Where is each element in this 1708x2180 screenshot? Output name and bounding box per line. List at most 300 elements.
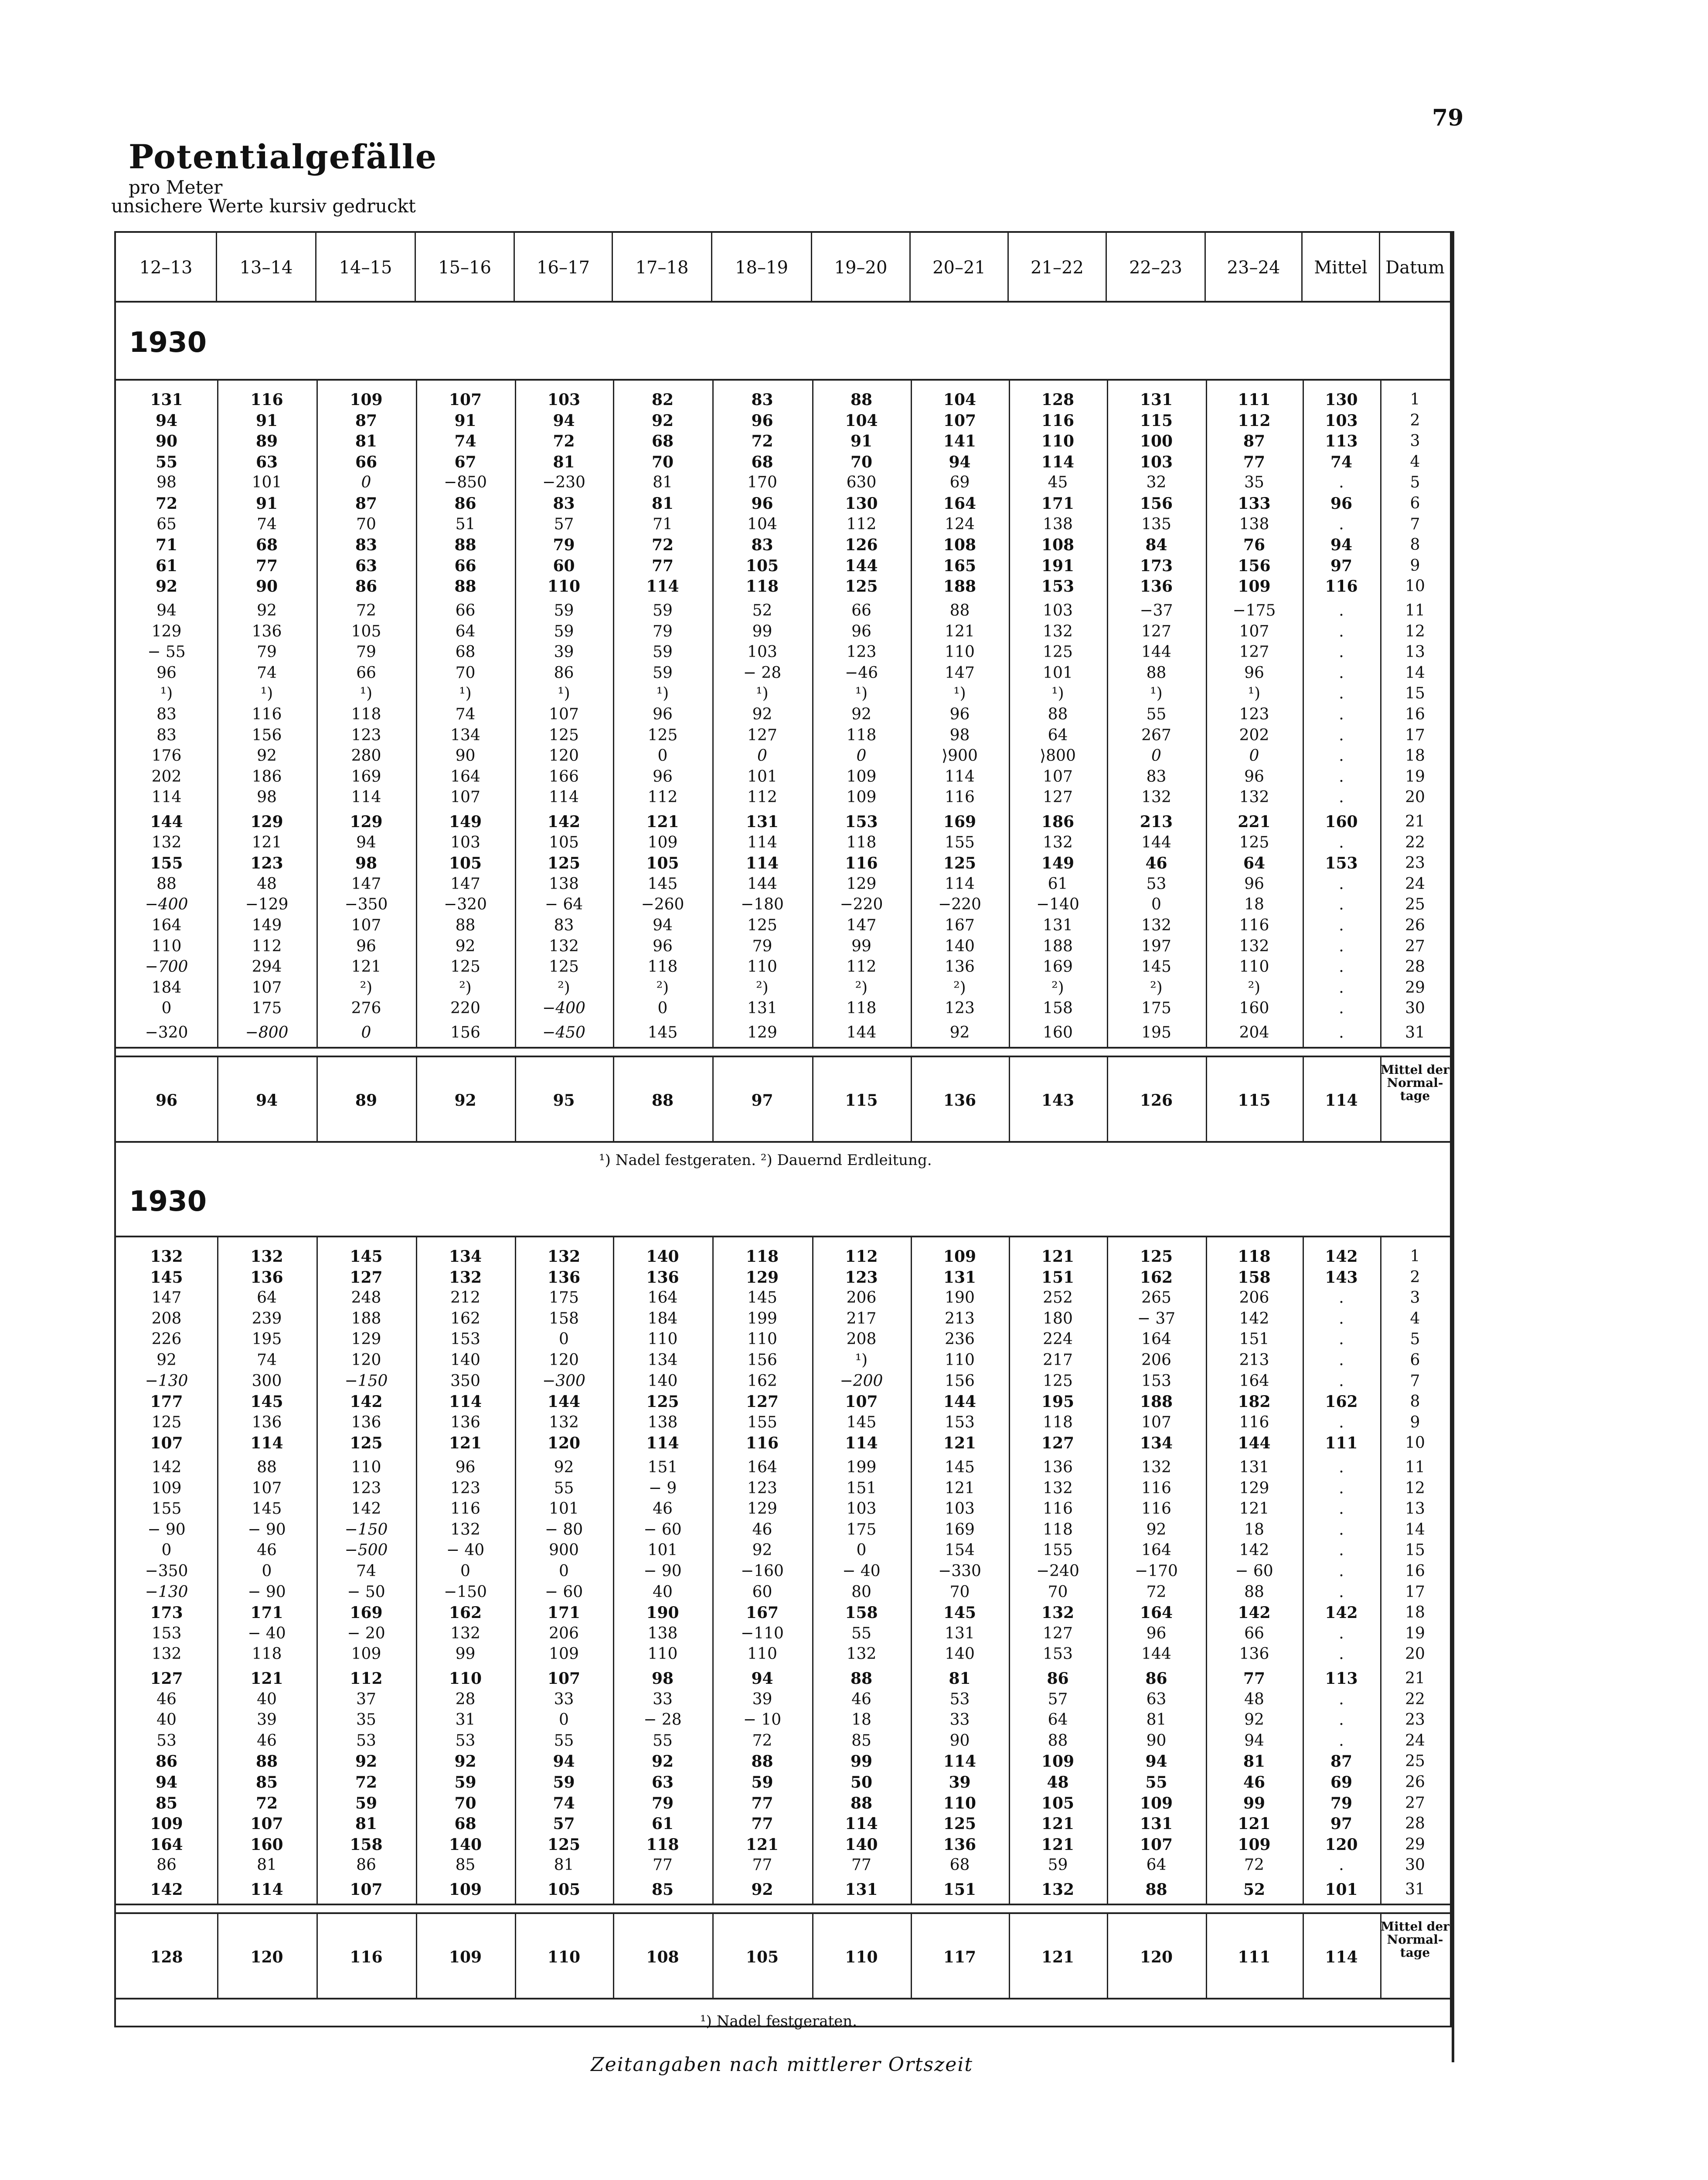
date-cell: 10 [1405,577,1425,596]
date-cell: 8 [1410,1393,1420,1411]
table-cell: 55 [1145,1773,1167,1792]
table-cell: 90 [255,577,278,596]
table-cell: 77 [1243,1669,1266,1688]
table-cell: 116 [845,854,878,873]
table-cell: 153 [1041,577,1075,596]
mean-row [116,1056,1450,1143]
date-cell: 30 [1405,999,1425,1018]
table-cell: 127 [1239,643,1269,661]
table-cell: 164 [150,1835,183,1854]
table-cell: 149 [1041,854,1075,873]
table-cell: 162 [1325,1393,1358,1411]
table-cell: 100 [1140,432,1173,451]
table-cell: 125 [845,577,878,596]
table-cell: 114 [945,767,975,786]
table-cell: 114 [745,854,779,873]
table-cell: 118 [745,1247,779,1266]
table-cell: 64 [1146,1856,1167,1874]
table-cell: 88 [257,1458,277,1476]
mean-cell: 120 [1140,1948,1173,1966]
table-cell: 171 [1041,494,1075,513]
table-cell: 68 [255,536,278,555]
table-row [116,874,1450,895]
table-cell: . [1339,1624,1344,1642]
column-header-row [116,233,1450,303]
table-cell: 121 [945,622,975,640]
table-cell: 156 [1140,494,1173,513]
table-cell: 294 [252,958,282,976]
table-cell: 144 [547,1393,581,1411]
date-cell: 3 [1410,1289,1420,1307]
table-cell: . [1339,999,1344,1018]
table-cell: 0 [361,1024,371,1042]
mean-cell: 95 [553,1091,575,1110]
table-cell: 94 [751,1669,773,1688]
table-cell: 158 [549,1309,579,1328]
table-cell: 103 [945,1500,975,1518]
table-row [116,853,1450,874]
table-cell: 132 [1043,1479,1073,1497]
table-cell: 118 [252,1645,282,1663]
table-cell: 92 [157,1351,177,1369]
table-cell: 142 [1239,1541,1269,1560]
table-cell: 83 [554,916,574,934]
table-cell: 164 [1141,1541,1171,1560]
table-cell: 164 [943,494,976,513]
table-cell: 87 [355,494,378,513]
table-row [116,1371,1450,1392]
table-cell: 125 [547,854,581,873]
table-cell: 116 [252,705,282,723]
table-cell: 145 [350,1247,383,1266]
table-cell: 120 [549,747,579,765]
table-cell: 221 [1238,813,1271,831]
table-cell: 33 [653,1690,673,1708]
table-cell: 206 [846,1289,877,1307]
table-cell: 61 [155,556,178,575]
table-cell: 116 [250,391,283,409]
table-cell: 141 [943,432,976,451]
table-cell: 118 [1238,1247,1271,1266]
table-cell: 110 [647,1330,678,1349]
table-cell: 99 [851,937,871,955]
table-cell: 59 [454,1773,476,1792]
table-cell: . [1339,1479,1344,1497]
table-cell: 99 [752,622,772,640]
table-cell: 195 [1041,1393,1075,1411]
date-cell: 12 [1405,1479,1425,1497]
table-cell: 59 [653,602,673,620]
table-cell: 164 [151,916,182,934]
table-cell: 79 [653,622,673,640]
table-cell: ¹) [1150,685,1163,703]
table-row [116,1813,1450,1834]
table-cell: 101 [1043,664,1073,682]
table-cell: 116 [1325,577,1358,596]
table-cell: 206 [1239,1289,1269,1307]
table-cell: − 28 [743,664,782,682]
table-cell: 81 [653,473,673,492]
table-cell: 70 [455,664,476,682]
table-cell: 94 [1330,536,1353,555]
table-cell: 67 [454,453,476,471]
table-cell: 131 [1140,391,1173,409]
table-cell: 111 [1238,391,1271,409]
date-cell: 14 [1405,664,1425,682]
table-cell: . [1339,685,1344,703]
table-cell: 92 [751,1880,773,1899]
table-cell: 98 [257,788,277,807]
table-cell: − 90 [248,1583,286,1601]
table-cell: 110 [747,958,777,976]
table-cell: 53 [455,1731,476,1750]
table-row [116,1689,1450,1710]
table-cell: 103 [846,1500,877,1518]
table-cell: 79 [752,937,772,955]
table-cell: 142 [1325,1247,1358,1266]
table-cell: 94 [653,916,673,934]
mean-cell: 116 [350,1948,383,1966]
mean-cell: 92 [454,1091,476,1110]
table-cell: 103 [1140,453,1173,471]
date-cell: 6 [1410,1351,1420,1369]
table-cell: 162 [747,1372,777,1390]
column-header: 23–24 [1206,233,1303,301]
date-cell: 27 [1405,937,1425,955]
table-cell: 132 [1239,788,1269,807]
table-cell: 129 [747,1024,777,1042]
table-cell: 138 [1043,515,1073,533]
table-cell: 40 [257,1690,277,1708]
table-cell: 53 [356,1731,376,1750]
table-cell: 60 [752,1583,772,1601]
table-cell: 265 [1141,1289,1171,1307]
table-cell: −300 [542,1372,585,1390]
table-cell: 186 [1041,813,1075,831]
table-cell: 96 [1330,494,1353,513]
date-cell: 10 [1405,1434,1425,1452]
table-cell: 77 [653,1856,673,1874]
table-cell: 96 [356,937,376,955]
table-cell: 132 [151,1645,182,1663]
table-cell: 68 [949,1856,970,1874]
table-cell: 88 [157,875,177,893]
table-cell: 138 [1239,515,1269,533]
table-cell: 109 [350,391,383,409]
table-cell: 86 [454,494,476,513]
table-cell: 144 [846,1024,877,1042]
table-cell: 61 [651,1815,674,1833]
table-cell: 132 [1141,916,1171,934]
table-cell: 37 [356,1690,376,1708]
table-cell: 79 [553,536,575,555]
date-cell: 17 [1405,1583,1425,1601]
table-cell: 59 [1048,1856,1068,1874]
table-cell: 59 [653,643,673,661]
table-cell: 195 [252,1330,282,1349]
table-cell: 136 [1140,577,1173,596]
table-cell: 144 [150,813,183,831]
table-cell: 248 [351,1289,381,1307]
table-cell: . [1339,726,1344,744]
table-cell: 99 [1243,1794,1266,1812]
date-cell: 7 [1410,515,1420,533]
table-cell: 153 [151,1624,182,1642]
table-cell: 46 [851,1690,871,1708]
table-cell: −260 [641,896,684,914]
table-cell: 155 [747,1413,777,1431]
table-row [116,472,1450,493]
table-cell: 81 [651,494,674,513]
table-cell: 110 [1239,958,1269,976]
table-cell: 197 [1141,937,1171,955]
table-cell: ¹) [459,685,472,703]
table-cell: 121 [1041,1247,1075,1266]
table-cell: 132 [450,1624,480,1642]
table-cell: − 90 [643,1562,682,1580]
table-cell: 134 [449,1247,482,1266]
table-cell: 118 [647,958,678,976]
table-cell: 70 [651,453,674,471]
date-cell: 15 [1405,1541,1425,1560]
table-cell: 151 [1239,1330,1269,1349]
table-cell: 59 [355,1794,378,1812]
table-cell: 96 [653,767,673,786]
table-cell: 59 [554,622,574,640]
table-cell: 176 [151,747,182,765]
table-cell: 220 [450,999,480,1018]
table-cell: 63 [651,1773,674,1792]
table-cell: − 20 [347,1624,385,1642]
table-cell: 188 [351,1309,381,1328]
table-cell: 48 [1244,1690,1264,1708]
date-cell: 30 [1405,1856,1425,1874]
table-cell: 145 [1141,958,1171,976]
table-cell: 202 [1239,726,1269,744]
table-cell: 35 [356,1711,376,1729]
table-cell: 156 [945,1372,975,1390]
date-cell: 22 [1405,833,1425,852]
table-cell: 92 [651,411,674,430]
table-cell: 155 [150,854,183,873]
date-cell: 18 [1405,747,1425,765]
table-cell: −320 [145,1024,188,1042]
table-cell: 70 [850,453,873,471]
table-cell: −850 [444,473,487,492]
table-cell: 190 [945,1289,975,1307]
table-cell: 155 [1043,1541,1073,1560]
table-cell: − 9 [648,1479,677,1497]
table-cell: . [1339,978,1344,997]
mean-cell: 108 [646,1948,679,1966]
table-cell: 115 [1140,411,1173,430]
table-cell: 71 [155,536,178,555]
table-cell: 109 [1238,577,1271,596]
table-cell: 74 [257,1351,277,1369]
table-cell: 143 [1325,1268,1358,1287]
table-cell: 101 [747,767,777,786]
table-cell: 140 [450,1351,480,1369]
table-cell: 130 [1325,391,1358,409]
table-cell: 77 [1243,453,1266,471]
table-cell: 300 [252,1372,282,1390]
footnote: ¹) Nadel festgeraten. [700,2012,857,2030]
date-cell: 13 [1405,1500,1425,1518]
table-row [116,1457,1450,1478]
table-cell: 110 [647,1645,678,1663]
table-cell: 123 [351,726,381,744]
table-cell: 136 [450,1413,480,1431]
table-cell: 85 [255,1773,278,1792]
table-cell: 90 [1146,1731,1167,1750]
table-cell: 142 [1238,1604,1271,1622]
table-cell: 66 [355,453,378,471]
table-cell: − 40 [842,1562,881,1580]
table-cell: 0 [1151,896,1161,914]
table-cell: 127 [1041,1434,1075,1453]
table-cell: 129 [745,1268,779,1287]
table-cell: −450 [542,1024,585,1042]
table-cell: 131 [943,1268,976,1287]
date-cell: 11 [1405,1458,1425,1476]
date-cell: 29 [1405,1835,1425,1853]
table-cell: 236 [945,1330,975,1349]
table-cell: 92 [1146,1520,1167,1539]
table-cell: 110 [1041,432,1075,451]
date-cell: 24 [1405,1731,1425,1750]
table-row [116,1540,1450,1561]
table-cell: 182 [1238,1393,1271,1411]
table-cell: ¹) [160,685,173,703]
table-cell: 91 [454,411,476,430]
table-cell: 74 [356,1562,376,1580]
year-label: 1930 [129,1185,207,1218]
table-cell: 184 [647,1309,678,1328]
mean-cell: 126 [1140,1091,1173,1110]
table-cell: 96 [851,622,871,640]
table-cell: . [1339,1562,1344,1580]
date-cell: 26 [1405,916,1425,934]
table-cell: 156 [450,1024,480,1042]
table-cell: 121 [945,1479,975,1497]
table-cell: 131 [1043,916,1073,934]
subtitle-note: unsichere Werte kursiv gedruckt [111,195,416,217]
date-cell: 27 [1405,1794,1425,1812]
table-row [116,535,1450,555]
table-cell: 180 [1043,1309,1073,1328]
table-cell: 114 [646,577,679,596]
table-cell: 160 [1239,999,1269,1018]
table-cell: 88 [454,536,476,555]
table-cell: 123 [450,1479,480,1497]
table-cell: 52 [752,602,772,620]
table-cell: 170 [747,473,777,492]
table-cell: 51 [455,515,476,533]
table-row [116,493,1450,514]
mean-cell: 117 [943,1948,976,1966]
table-cell: 48 [1047,1773,1069,1792]
table-cell: 204 [1239,1024,1269,1042]
mean-cell: 120 [250,1948,283,1966]
table-cell: 154 [945,1541,975,1560]
table-cell: 202 [151,767,182,786]
table-row [116,1499,1450,1519]
table-cell: 145 [945,1458,975,1476]
table-row [116,1772,1450,1793]
table-cell: 155 [945,833,975,852]
table-cell: 110 [151,937,182,955]
table-cell: 83 [1146,767,1167,786]
table-cell: − 90 [248,1520,286,1539]
date-cell: 23 [1405,1711,1425,1729]
table-cell: 116 [745,1434,779,1453]
table-cell: 94 [553,1752,575,1771]
table-cell: 59 [653,664,673,682]
table-cell: 105 [449,854,482,873]
table-cell: . [1339,515,1344,533]
table-cell: 92 [949,1024,970,1042]
table-row [116,621,1450,642]
table-cell: − 40 [446,1541,485,1560]
table-cell: 18 [1244,1520,1264,1539]
table-cell: 97 [1330,1815,1353,1833]
table-cell: 121 [449,1434,482,1453]
column-header: 17–18 [613,233,712,301]
table-cell: 131 [1239,1458,1269,1476]
table-cell: 169 [945,1520,975,1539]
table-cell: 132 [151,833,182,852]
table-cell: 110 [351,1458,381,1476]
table-cell: 46 [653,1500,673,1518]
mean-cell: 110 [845,1948,878,1966]
table-row [116,1602,1450,1623]
table-cell: 85 [155,1794,178,1812]
table-cell: 213 [1140,813,1173,831]
table-cell: 0 [657,747,668,765]
table-cell: 120 [351,1351,381,1369]
mean-cell: 111 [1238,1948,1271,1966]
table-cell: 105 [549,833,579,852]
table-cell: . [1339,1711,1344,1729]
table-cell: 50 [850,1773,873,1792]
table-cell: . [1339,705,1344,723]
table-cell: 90 [455,747,476,765]
table-cell: 199 [747,1309,777,1328]
table-cell: − 55 [147,643,186,661]
table-row [116,555,1450,576]
table-cell: 127 [150,1669,183,1688]
table-cell: 144 [747,875,777,893]
table-row [116,746,1450,766]
table-cell: . [1339,1856,1344,1874]
table-cell: 92 [355,1752,378,1771]
table-cell: 107 [1140,1835,1173,1854]
table-cell: 60 [553,556,575,575]
date-cell: 11 [1405,602,1425,620]
page-title: Potentialgefälle [129,137,438,176]
table-cell: 132 [549,937,579,955]
table-cell: 125 [549,958,579,976]
table-cell: 186 [252,767,282,786]
table-cell: 77 [751,1794,773,1812]
table-cell: ¹) [1051,685,1064,703]
table-cell: 135 [1141,515,1171,533]
table-cell: 96 [653,937,673,955]
table-cell: 167 [745,1604,779,1622]
table-cell: 94 [1244,1731,1264,1750]
table-cell: 129 [151,622,182,640]
table-cell: ¹) [558,685,570,703]
